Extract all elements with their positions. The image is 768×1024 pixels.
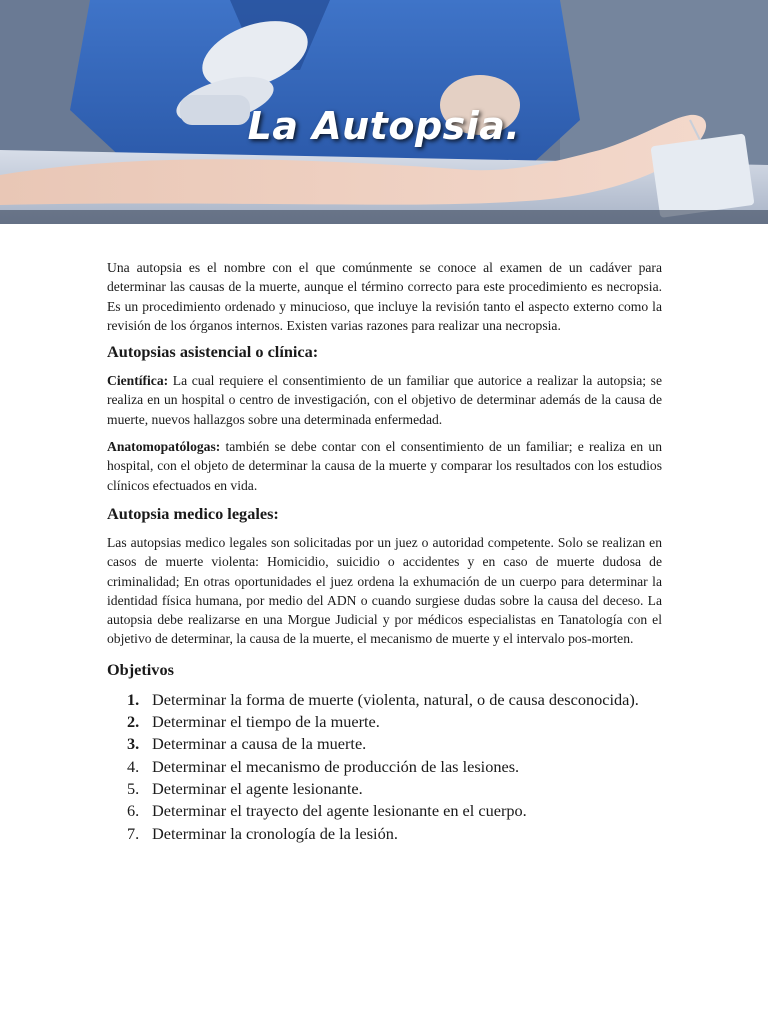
text-anatomopatologas: también se debe contar con el consentimiento de un familiar; e realiza en un hospital, con el objeto de determinar la causa de la muerte y comparar los resultados con los estudios clínicos efectuados en vida. (107, 439, 662, 493)
section-heading-objetivos: Objetivos (107, 659, 174, 679)
paragraph-anatomopatologas (107, 437, 662, 495)
intro-paragraph: Una autopsia es el nombre con el que comúnmente se conoce al examen de un cadáver para determinar las causas de la muerte, aunque el término correcto para este procedimiento es necropsia. Es un procedimiento ordenado y minucioso, que incluye la revisión tanto el aspecto externo como la revisión de los órganos internos. Existen varias razones para realizar una necropsia. (107, 260, 662, 333)
list-item-number: 3. (127, 734, 140, 754)
section-heading-asistencial: Autopsias asistencial o clínica: (107, 342, 319, 362)
list-item (127, 733, 662, 755)
list-item-text: Determinar el mecanismo de producción de las lesiones. (152, 756, 520, 776)
section-heading-legales: Autopsia medico legales: (107, 503, 279, 523)
list-item-number: 4. (127, 756, 140, 776)
list-item-number: 2. (127, 712, 140, 732)
list-item (127, 800, 662, 822)
list-item-text: Determinar el trayecto del agente lesionante en el cuerpo. (152, 801, 527, 821)
list-item (127, 778, 662, 800)
document-body (107, 258, 662, 845)
list-item-text: Determinar la cronología de la lesión. (152, 823, 398, 843)
list-item (127, 756, 662, 778)
list-item-text: Determinar a causa de la muerte. (152, 734, 367, 754)
list-item-number: 1. (127, 689, 140, 709)
text-cientifica: La cual requiere el consentimiento de un familiar que autorice a realizar la autopsia; se realiza en un hospital o centro de investigación, con el objetivo de determinar además de la causa de muerte, nuevos hallazgos sobre una determinada enfermedad. (107, 373, 662, 427)
list-item-number: 7. (127, 823, 140, 843)
list-item (127, 689, 662, 711)
objectives-list (127, 689, 662, 845)
paragraph-cientifica (107, 371, 662, 429)
list-item-text: Determinar el agente lesionante. (152, 778, 363, 798)
list-item (127, 823, 662, 845)
list-item (127, 711, 662, 733)
term-anatomopatologas: Anatomopatólogas: (107, 439, 221, 455)
page-title: La Autopsia. (247, 104, 521, 148)
list-item-text: Determinar el tiempo de la muerte. (152, 712, 380, 732)
term-cientifica: Científica: (107, 373, 169, 389)
paragraph-legales: Las autopsias medico legales son solicitadas por un juez o autoridad competente. Solo se realizan en casos de muerte violenta: Homicidio, suicidio o accidentes y en caso de muerte dudosa de criminalidad; En otras oportunidades el juez ordena la exhumación de un cuerpo para determinar la identidad física humana, por medio del ADN o cuando surgiese dudas sobre la causa del deceso. La autopsia debe realizarse en una Morgue Judicial y por médicos especialistas en Tanatología con el objetivo de determinar, la causa de la muerte, el mecanismo de muerte y el intervalo pos-morten. (107, 534, 662, 647)
list-item-number: 6. (127, 801, 140, 821)
list-item-text: Determinar la forma de muerte (violenta, natural, o de causa desconocida). (152, 689, 639, 709)
list-item-number: 5. (127, 778, 140, 798)
header-banner (0, 0, 768, 224)
